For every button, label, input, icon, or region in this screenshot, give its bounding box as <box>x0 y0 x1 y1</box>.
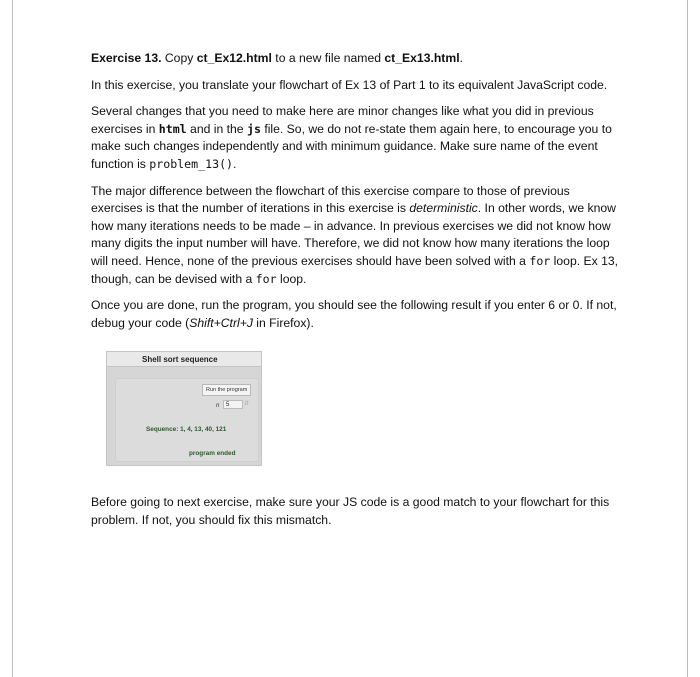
program-screenshot <box>106 351 262 466</box>
paragraph-text: in Firefox). <box>252 315 314 330</box>
paragraph-text: Several changes that you need to make here are minor changes like what you did in previous exercises in <box>91 104 594 136</box>
run-paragraph <box>91 297 621 332</box>
heading-text: to a new file named <box>271 51 385 65</box>
exercise-heading <box>91 50 621 68</box>
source-filename: ct_Ex12.html <box>196 51 272 65</box>
paragraph-text: and in the <box>186 121 247 136</box>
n-label: n <box>216 403 220 409</box>
sequence-output: Sequence: 1, 4, 13, 40, 121 <box>146 426 227 433</box>
deterministic-emphasis: deterministic <box>409 201 478 216</box>
for-code: for <box>255 271 277 286</box>
closing-paragraph: Before going to next exercise, make sure your JS code is a good match to your flowchart for this problem. If not, you should fix this mismatch. <box>91 495 610 527</box>
heading-text: . <box>459 51 463 65</box>
paragraph-text: . <box>233 156 237 171</box>
js-code: js <box>246 121 261 136</box>
intro-paragraph: In this exercise, you translate your flowchart of Ex 13 of Part 1 to its equivalent JavaScript code. <box>91 77 608 92</box>
screenshot-panel <box>115 378 259 462</box>
paragraph-text: file. So, we do not re-state them again here, to encourage you to make such changes independently and with minimum guidance. Make sure name of the event function is <box>91 121 612 171</box>
exercise-label: Exercise 13. <box>91 51 162 65</box>
document-body <box>91 50 621 341</box>
function-code: problem_13() <box>149 156 234 171</box>
n-input[interactable]: 5 <box>223 400 243 409</box>
screenshot-title: Shell sort sequence <box>107 352 261 367</box>
run-program-button[interactable]: Run the program <box>202 384 251 396</box>
paragraph-text: loop. <box>276 271 307 286</box>
major-difference-paragraph <box>91 183 621 289</box>
heading-text: Copy <box>161 51 197 65</box>
paragraph-text: The major difference between the flowchart of this exercise compare to those of previous exercises is that the number of iterations in this exercise is <box>91 183 570 216</box>
paragraph-text: loop. Ex 13, though, can be devised with a <box>91 253 619 286</box>
html-code: html <box>158 121 187 136</box>
paragraph-text: Once you are done, run the program, you should see the following result if you enter 6 or 0. If not, debug your code ( <box>91 298 617 330</box>
closing-section <box>91 494 621 529</box>
program-ended-text: program ended <box>189 450 236 457</box>
shortcut-text: Shift+Ctrl+J <box>189 315 253 330</box>
target-filename: ct_Ex13.html <box>384 51 460 65</box>
changes-paragraph <box>91 103 621 173</box>
for-code: for <box>529 253 551 268</box>
paragraph-text: . In other words, we know how many iterations needs to be made – in advance. In previous exercises we did not know how many digits the input number will have. Therefore, we did not know how many iterations the loop will need. Hence, none of the previous exercises should have been solved with a <box>91 201 616 268</box>
stepper-icon[interactable]: ⇵ <box>244 401 250 407</box>
